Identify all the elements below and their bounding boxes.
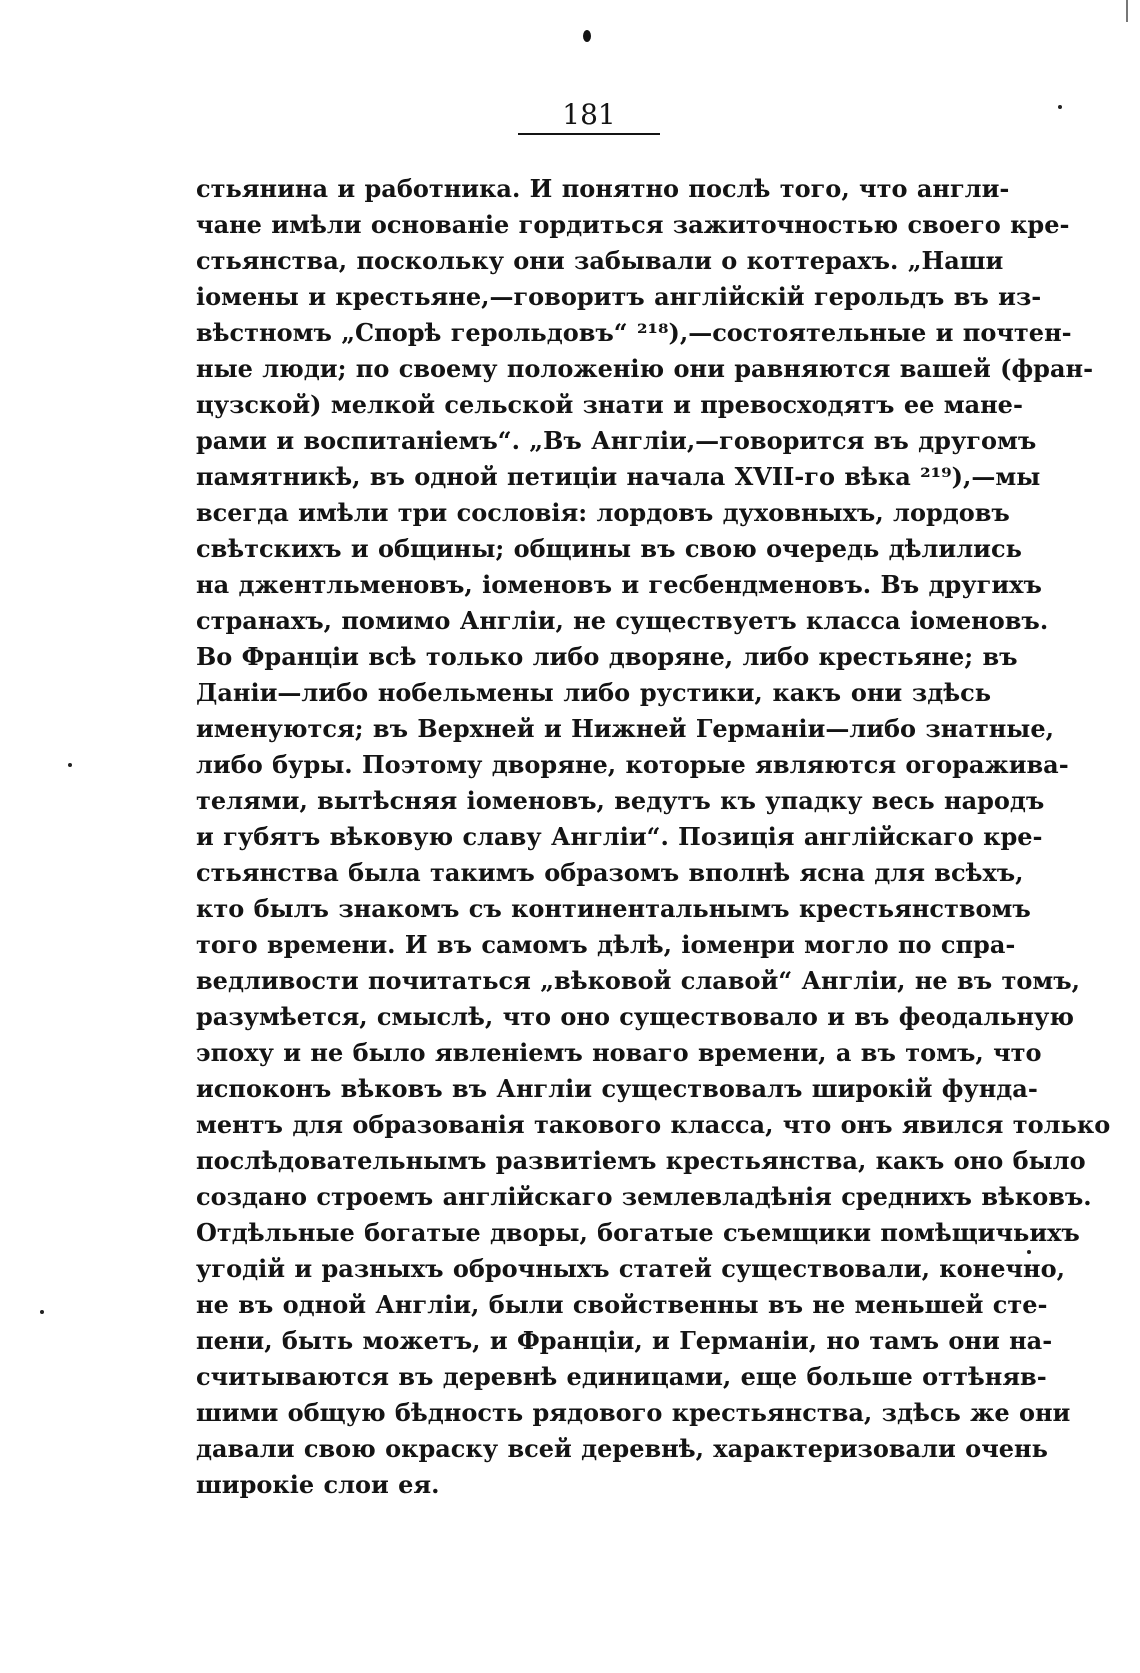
text-line: не въ одной Англіи, были свойственны въ не меньшей сте- <box>196 1290 1048 1319</box>
text-line: пени, быть можетъ, и Франціи, и Германіи, но тамъ они на- <box>196 1326 1053 1355</box>
text-line: странахъ, помимо Англіи, не существуетъ класса іоменовъ. <box>196 606 1049 635</box>
text-line: либо буры. Поэтому дворяне, которые являются огоражива- <box>196 750 1069 779</box>
text-line: стьянства была такимъ образомъ вполнѣ ясна для всѣхъ, <box>196 858 1024 887</box>
text-line: стьянства, поскольку они забывали о коттерахъ. „Наши <box>196 246 1004 275</box>
text-line: всегда имѣли три сословія: лордовъ духовныхъ, лордовъ <box>196 498 1010 527</box>
text-line: ведливости почитаться „вѣковой славой“ Англіи, не въ томъ, <box>196 966 1080 995</box>
scan-speck <box>1027 1250 1031 1254</box>
text-line: цузской) мелкой сельской знати и превосходятъ ее мане- <box>196 390 1023 419</box>
scan-speck <box>1058 105 1062 109</box>
text-line: ментъ для образованія такового класса, что онъ явился только <box>196 1110 1111 1139</box>
scan-speck <box>68 763 72 767</box>
text-line: разумѣется, смыслѣ, что оно существовало и въ феодальную <box>196 1002 1075 1031</box>
text-line: испоконъ вѣковъ въ Англіи существовалъ широкій фунда- <box>196 1074 1038 1103</box>
text-line: стьянина и работника. И понятно послѣ того, что англи- <box>196 174 1010 203</box>
text-line: свѣтскихъ и общины; общины въ свою очередь дѣлились <box>196 534 1022 563</box>
text-line: телями, вытѣсняя іоменовъ, ведутъ къ упадку весь народъ <box>196 786 1045 815</box>
text-line: угодій и разныхъ оброчныхъ статей существовали, конечно, <box>196 1254 1065 1283</box>
text-line: послѣдовательнымъ развитіемъ крестьянства, какъ оно было <box>196 1146 1086 1175</box>
text-line: давали свою окраску всей деревнѣ, характеризовали очень <box>196 1434 1048 1463</box>
ink-mark <box>583 30 591 42</box>
text-line: и губятъ вѣковую славу Англіи“. Позиція англійскаго кре- <box>196 822 1043 851</box>
text-line: Отдѣльные богатые дворы, богатые съемщики помѣщичьихъ <box>196 1218 1080 1247</box>
page-number: 181 <box>562 98 616 131</box>
text-line: Даніи—либо нобельмены либо рустики, какъ они здѣсь <box>196 678 991 707</box>
text-line: эпоху и не было явленіемъ новаго времени, а въ томъ, что <box>196 1038 1042 1067</box>
text-line: именуются; въ Верхней и Нижней Германіи—либо знатные, <box>196 714 1054 743</box>
page-number-rule <box>518 133 660 135</box>
text-line: памятникѣ, въ одной петиціи начала XVII-го вѣка ²¹⁹),—мы <box>196 462 1041 491</box>
text-line: іомены и крестьяне,—говоритъ англійскій герольдъ въ из- <box>196 282 1042 311</box>
text-line: кто былъ знакомъ съ континентальнымъ крестьянствомъ <box>196 894 1031 923</box>
text-line: чане имѣли основаніе гордиться зажиточностью своего кре- <box>196 210 1070 239</box>
text-line: считываются въ деревнѣ единицами, еще больше оттѣняв- <box>196 1362 1047 1391</box>
text-line: создано строемъ англійскаго землевладѣнія среднихъ вѣковъ. <box>196 1182 1092 1211</box>
text-line: на джентльменовъ, іоменовъ и гесбендменовъ. Въ другихъ <box>196 570 1042 599</box>
scan-speck <box>40 1310 44 1314</box>
text-line: шими общую бѣдность рядового крестьянства, здѣсь же они <box>196 1398 1071 1427</box>
text-line: Во Франціи всѣ только либо дворяне, либо крестьяне; въ <box>196 642 1018 671</box>
scan-edge-line <box>1126 0 1128 22</box>
body-text <box>196 171 1111 1503</box>
text-line: широкіе слои ея. <box>196 1470 440 1499</box>
text-line: рами и воспитаніемъ“. „Въ Англіи,—говорится въ другомъ <box>196 426 1037 455</box>
text-line: того времени. И въ самомъ дѣлѣ, іоменри могло по спра- <box>196 930 1016 959</box>
text-line: вѣстномъ „Спорѣ герольдовъ“ ²¹⁸),—состоятельные и почтен- <box>196 318 1072 347</box>
text-line: ные люди; по своему положенію они равняются вашей (фран- <box>196 354 1094 383</box>
